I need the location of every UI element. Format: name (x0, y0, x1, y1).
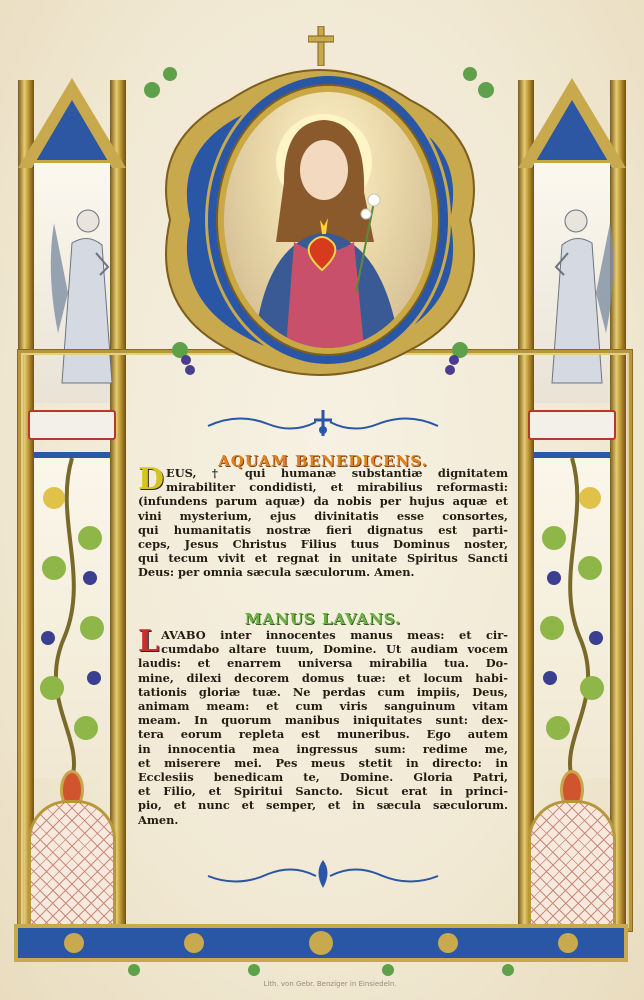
text-line: ceps, Jesus Christus Filius tuus Dominus noster, (138, 537, 508, 552)
text-line: pio, et nunc et semper, et in sæcula sæculorum. (138, 798, 508, 813)
text-line: (infundens parum aquæ) da nobis per hujus aquæ et (138, 494, 508, 509)
text-line: Ecclesiis benedicam te, Domine. Gloria Patri, (138, 770, 508, 785)
flourish-icon (198, 858, 448, 892)
text-line: qui tecum vivit et regnat in unitate Spiritus Sancti (138, 551, 508, 566)
text-line: mine, dilexi decorem domus tuæ: et locum habi- (138, 670, 508, 685)
text-line: tera eorum repleta est muneribus. Ego autem (138, 727, 508, 742)
text-line: Deus: per omnia sæcula sæculorum. Amen. (138, 565, 415, 580)
flourish-icon (198, 408, 448, 438)
prayer-manus-lavans (138, 624, 508, 827)
text-block (138, 400, 508, 900)
text-line: mirabiliter condidisti, et mirabilius reformasti: (166, 480, 508, 495)
bottom-ornament-band (14, 918, 628, 978)
lily-icon (368, 194, 380, 206)
text-line: EUS, † qui humanæ substantiæ dignitatem (166, 466, 508, 480)
text-line: qui humanitatis nostræ fieri dignatus est parti- (138, 522, 508, 537)
section-title-manus: MANUS LAVANS. (244, 610, 402, 628)
text-line: et miserere mei. Pes meus stetit in directo: in (138, 755, 508, 770)
text-line: vini mysterium, ejus divinitatis esse consortes, (138, 508, 508, 523)
text-line: in innocentia mea ingressus sum: redime me, (138, 741, 508, 756)
drop-cap-d: D (138, 462, 165, 497)
text-line: Amen. (138, 812, 179, 827)
text-line: laudis: et enarrem universa mirabilia tua. Do- (138, 656, 508, 671)
sacred-heart-portrait (218, 86, 438, 354)
text-line: animam meam: et cum viris sanguinum vitam (138, 699, 508, 714)
text-line: et Filio, et Spiritui Sancto. Sicut erat in princi- (138, 784, 508, 799)
text-line: meam. In quorum manibus iniquitates sunt: dex- (138, 713, 508, 728)
cross-icon (308, 26, 334, 66)
section-title-aquam: AQUAM BENEDICENS. (218, 452, 428, 470)
text-line: AVABO inter innocentes manus meas: et cir- (161, 628, 508, 642)
prayer-aquam-benedicens (138, 462, 508, 580)
text-line: cumdabo altare tuum, Domine. Ut audiam vocem (161, 642, 508, 657)
drop-cap-l: L (138, 624, 160, 659)
text-line: tationis gloriæ tuæ. Ne perdas cum impiis, Deus, (138, 684, 508, 699)
sacred-heart-icon (224, 92, 432, 348)
lithographer-imprint: Lith. von Gebr. Benziger in Einsiedeln. (263, 980, 397, 988)
